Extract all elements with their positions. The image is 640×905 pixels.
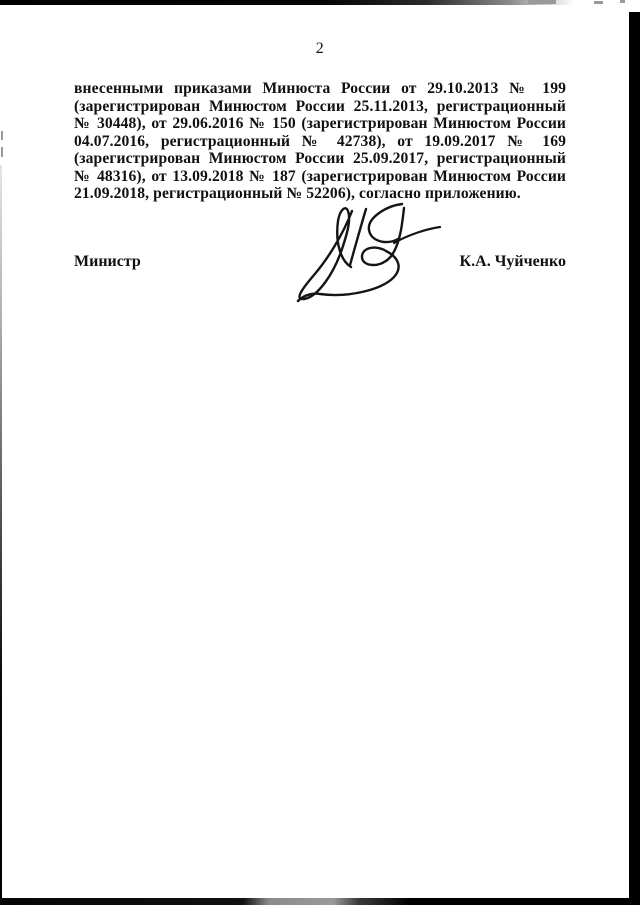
scan-edge-top (0, 0, 592, 5)
signer-name: К.А. Чуйченко (459, 253, 566, 270)
scan-speck (1, 147, 3, 157)
paragraph-line: № 48316), от 13.09.2018 № 187 (зарегистрирован Минюстом России (74, 167, 566, 185)
signature-image (290, 199, 446, 303)
paragraph-line: (зарегистрирован Минюстом России 25.09.2017, регистрационный (74, 150, 566, 167)
page-number: 2 (315, 40, 325, 57)
paragraph-line: № 30448), от 29.06.2016 № 150 (зарегистрирован Минюстом России (74, 115, 566, 132)
paragraph-line: (зарегистрирован Минюстом России 25.11.2013, регистрационный (74, 97, 566, 115)
scan-speck (594, 1, 603, 4)
signer-title: Министр (74, 253, 141, 270)
scan-speck (1, 131, 3, 140)
paragraph-line: 04.07.2016, регистрационный № 42738), от 19.09.2017 № 169 (74, 132, 566, 150)
scan-edge-left (0, 165, 2, 898)
scan-edge-right (629, 12, 640, 905)
paragraph-line: 21.09.2018, регистрационный № 52206), согласно приложению. (74, 185, 521, 202)
scan-edge-bottom (0, 898, 640, 905)
body-paragraph (74, 80, 566, 203)
scan-speck (528, 0, 556, 4)
scan-speck (620, 0, 625, 3)
paragraph-line: внесенными приказами Минюста России от 29.10.2013 № 199 (74, 80, 566, 97)
